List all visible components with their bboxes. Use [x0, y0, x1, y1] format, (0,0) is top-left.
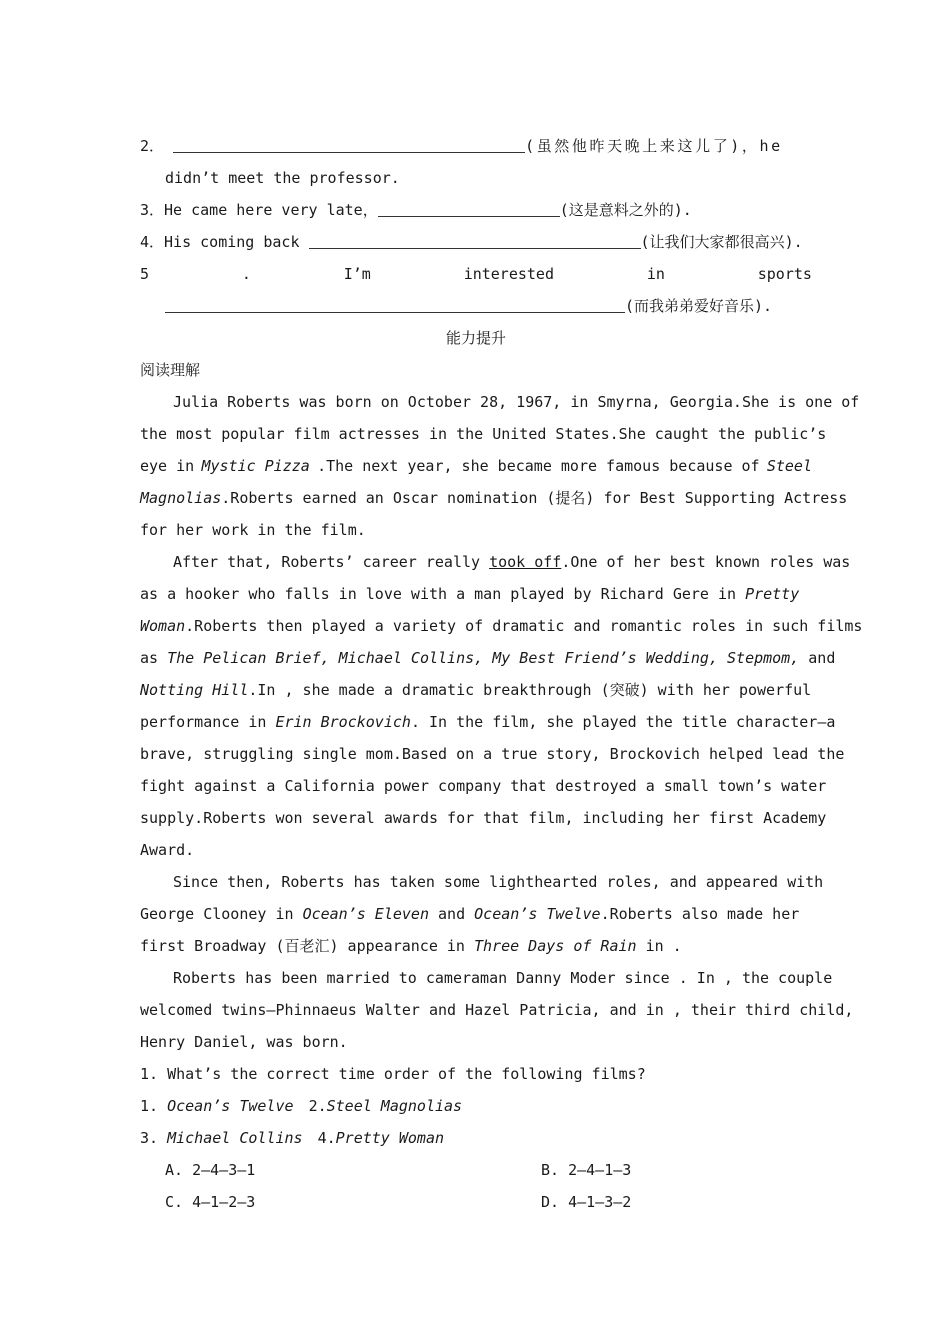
exercise-2-chinese: (虽然他昨天晚上来这儿了)，he	[525, 137, 783, 155]
film-title: Mystic Pizza	[201, 457, 310, 475]
question-1-items	[140, 1122, 812, 1154]
paragraph-3-line	[140, 930, 812, 962]
item-number: 2.	[308, 1097, 327, 1115]
question-1-items	[140, 1090, 812, 1122]
film-title: Woman	[140, 617, 186, 635]
text-segment: After that, Roberts’ career really	[173, 553, 481, 571]
option-b[interactable]: B. 2—4—1—3	[541, 1161, 632, 1179]
answer-blank[interactable]	[378, 200, 560, 217]
text-segment: first Broadway (百老汇) appearance in	[140, 937, 465, 955]
answer-options-row	[140, 1186, 812, 1218]
paragraph-2-line: Award.	[140, 841, 195, 859]
paragraph-3-line: Since then, Roberts has taken some lighthearted roles, and appeared with	[173, 873, 824, 891]
paragraph-1-line: Julia Roberts was born on October 28, 1967, in Smyrna, Georgia.She is one of	[173, 393, 860, 411]
paragraph-1-line	[140, 482, 848, 514]
document-page	[140, 130, 863, 1218]
text-segment: and	[808, 649, 836, 667]
paragraph-2-line	[140, 706, 836, 738]
paragraph-2-line	[140, 578, 812, 610]
film-title: Notting Hill	[140, 681, 249, 699]
option-c[interactable]: C. 4—1—2—3	[165, 1193, 256, 1211]
exercise-5-word: sports	[757, 265, 812, 283]
exercise-2-continued: didn’t meet the professor.	[165, 169, 400, 187]
film-title: Steel	[766, 457, 812, 475]
paragraph-2-line	[140, 610, 863, 642]
text-segment: .Roberts earned an Oscar nomination (提名) for Best Supporting Actress	[221, 489, 848, 507]
paragraph-2-line	[140, 674, 812, 706]
text-segment: and	[438, 905, 466, 923]
question-1-stem: 1. What’s the correct time order of the following films?	[140, 1065, 646, 1083]
exercise-5-word: in	[646, 265, 665, 283]
section-title: 能力提升	[445, 329, 506, 347]
text-segment: . In the film, she played the title character—a	[410, 713, 836, 731]
paragraph-4-line: Roberts has been married to cameraman Danny Moder since . In , the couple	[173, 969, 833, 987]
exercise-3-chinese: (这是意料之外的).	[559, 201, 692, 219]
paragraph-1-line: for her work in the film.	[140, 521, 366, 539]
exercise-4-prompt: 4．His coming back	[140, 233, 300, 251]
exercise-5-word: .	[241, 265, 251, 283]
answer-blank[interactable]	[309, 232, 641, 249]
film-title: Three Days of Rain	[474, 937, 637, 955]
exercise-2-line	[140, 130, 812, 162]
exercise-5-word: 5	[140, 265, 150, 283]
text-segment: George Clooney in	[140, 905, 294, 923]
text-segment: as	[140, 649, 159, 667]
film-title: The Pelican Brief, Michael Collins, My Best Friend’s Wedding, Stepmom,	[167, 649, 800, 667]
paragraph-4-line: welcomed twins—Phinnaeus Walter and Hazel Patricia, and in , their third child,	[140, 1001, 854, 1019]
film-title: Steel Magnolias	[326, 1097, 463, 1115]
film-title: Ocean’s Eleven	[302, 905, 429, 923]
text-segment: in .	[645, 937, 682, 955]
text-segment: .In , she made a dramatic breakthrough (突破) with her powerful	[248, 681, 812, 699]
paragraph-2-line: brave, struggling single mom.Based on a true story, Brockovich helped lead the	[140, 745, 845, 763]
film-title: Michael Collins	[167, 1129, 303, 1147]
exercise-2-number: 2．	[140, 137, 165, 155]
text-segment: as a hooker who falls in love with a man played by Richard Gere in	[140, 585, 737, 603]
film-title: Magnolias	[140, 489, 222, 507]
option-a[interactable]: A. 2—4—3—1	[165, 1161, 256, 1179]
exercise-3-prompt: 3．He came here very late，	[140, 201, 378, 219]
paragraph-2-line: supply.Roberts won several awards for that film, including her first Academy	[140, 809, 827, 827]
paragraph-4-line: Henry Daniel, was born.	[140, 1033, 348, 1051]
answer-blank[interactable]	[173, 136, 525, 153]
text-segment: eye in	[140, 457, 195, 475]
section-subtitle: 阅读理解	[140, 361, 201, 379]
exercise-5-line	[140, 258, 812, 290]
text-segment: .The next year, she became more famous because of	[317, 457, 760, 475]
text-segment: .One of her best known roles was	[561, 553, 851, 571]
exercise-5-word: interested	[463, 265, 554, 283]
exercise-4-line	[140, 226, 812, 258]
film-title: Ocean’s Twelve	[167, 1097, 294, 1115]
exercise-5-word: I’m	[343, 265, 371, 283]
underlined-phrase: took off	[489, 553, 562, 571]
paragraph-1-line: the most popular film actresses in the United States.She caught the public’s	[140, 425, 827, 443]
exercise-3-line	[140, 194, 812, 226]
text-segment: .Roberts then played a variety of dramatic and romantic roles in such films	[185, 617, 863, 635]
item-number: 4.	[317, 1129, 336, 1147]
paragraph-1-line	[140, 450, 812, 482]
exercise-5-continued	[140, 290, 812, 322]
option-d[interactable]: D. 4—1—3—2	[541, 1193, 632, 1211]
film-title: Pretty	[745, 585, 800, 603]
film-title: Erin Brockovich	[275, 713, 411, 731]
text-segment: .Roberts also made her	[600, 905, 800, 923]
item-number: 3.	[140, 1129, 159, 1147]
exercise-4-chinese: (让我们大家都很高兴).	[640, 233, 803, 251]
paragraph-3-line	[140, 898, 812, 930]
paragraph-2-line	[140, 642, 836, 674]
film-title: Pretty Woman	[335, 1129, 445, 1147]
item-number: 1.	[140, 1097, 159, 1115]
paragraph-2-line: fight against a California power company that destroyed a small town’s water	[140, 777, 827, 795]
film-title: Ocean’s Twelve	[474, 905, 601, 923]
paragraph-2-line	[140, 546, 851, 578]
answer-options-row	[140, 1154, 812, 1186]
answer-blank[interactable]	[165, 296, 625, 313]
text-segment: performance in	[140, 713, 267, 731]
exercise-5-chinese: (而我弟弟爱好音乐).	[625, 297, 773, 315]
